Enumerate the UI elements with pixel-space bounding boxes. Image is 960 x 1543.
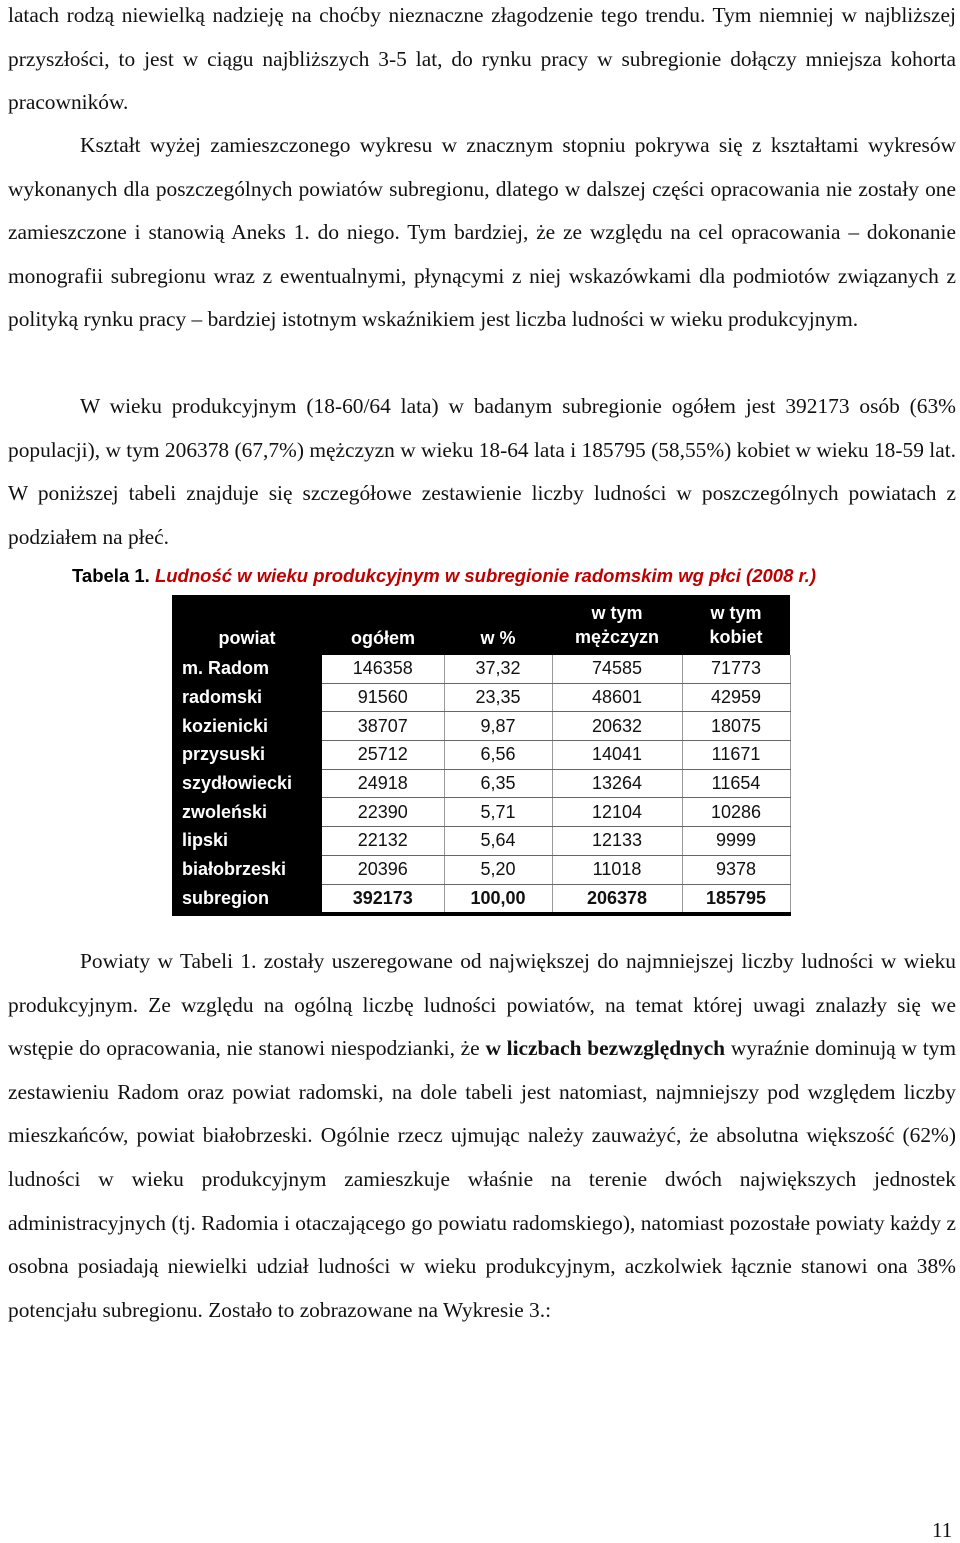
cell-men: 206378: [552, 884, 682, 914]
cell-percent: 9,87: [444, 712, 552, 741]
cell-men: 48601: [552, 683, 682, 712]
cell-powiat: kozienicki: [172, 712, 322, 741]
cell-ogolem: 91560: [322, 683, 444, 712]
cell-men: 12133: [552, 827, 682, 856]
cell-men: 20632: [552, 712, 682, 741]
cell-powiat: subregion: [172, 884, 322, 914]
paragraph-text: wyraźnie dominują w tym zestawieniu Radom oraz powiat radomski, na dole tabeli jest natomiast, najmniejszy pod względem liczby mieszkańców, powiat białobrzeski. Ogólnie rzecz ujmując należy zauważyć, że absolutna większość (62%) ludności w wieku produkcyjnym zamieszkuje właśnie na terenie dwóch największych jednostek administracyjnych (tj. Radomia i otaczającego go powiatu radomskiego), natomiast pozostałe powiaty każdy z osobna posiadają niewielki udział ludności w wieku produkcyjnym, aczkolwiek łącznie stanowi ona 38% potencjału subregionu. Zostało to zobrazowane na Wykresie 3.:: [8, 1036, 957, 1322]
cell-men: 13264: [552, 769, 682, 798]
table-caption: [72, 565, 816, 587]
cell-powiat: zwoleński: [172, 798, 322, 827]
cell-ogolem: 22390: [322, 798, 444, 827]
cell-women: 9378: [682, 855, 790, 884]
cell-powiat: radomski: [172, 683, 322, 712]
table-row: [172, 769, 790, 798]
cell-percent: 5,20: [444, 855, 552, 884]
cell-men: 74585: [552, 655, 682, 683]
table-row: [172, 855, 790, 884]
cell-percent: 23,35: [444, 683, 552, 712]
cell-percent: 5,64: [444, 827, 552, 856]
table-row: [172, 741, 790, 770]
cell-ogolem: 25712: [322, 741, 444, 770]
cell-percent: 37,32: [444, 655, 552, 683]
cell-powiat: przysuski: [172, 741, 322, 770]
table-header-row: [172, 595, 790, 655]
cell-percent: 6,35: [444, 769, 552, 798]
cell-women: 9999: [682, 827, 790, 856]
cell-powiat: białobrzeski: [172, 855, 322, 884]
cell-women: 11654: [682, 769, 790, 798]
cell-ogolem: 146358: [322, 655, 444, 683]
cell-percent: 5,71: [444, 798, 552, 827]
cell-ogolem: 392173: [322, 884, 444, 914]
table-row-total: [172, 884, 790, 914]
header-women: w tym kobiet: [682, 595, 790, 655]
header-ogolem: ogółem: [322, 595, 444, 655]
cell-ogolem: 24918: [322, 769, 444, 798]
table-row: [172, 798, 790, 827]
paragraph-working-age: W wieku produkcyjnym (18-60/64 lata) w badanym subregionie ogółem jest 392173 osób (63% populacji), w tym 206378 (67,7%) mężczyzn w wieku 18-64 lata i 185795 (58,55%) kobiet w wieku 18-59 lat. W poniższej tabeli znajduje się szczegółowe zestawienie liczby ludności w poszczególnych powiatach z podziałem na płeć.: [8, 394, 956, 549]
cell-ogolem: 38707: [322, 712, 444, 741]
cell-men: 11018: [552, 855, 682, 884]
cell-percent: 6,56: [444, 741, 552, 770]
paragraph-text: Powiaty w Tabeli 1. zostały uszeregowane od największej do najmniejszej liczby ludności w wieku produkcyjnym. Ze względu na ogólną liczbę ludności powiatów, na temat której uwagi znalazły się we wstępie do opracowania, nie stanowi niespodzianki, że: [8, 949, 956, 1061]
cell-women: 42959: [682, 683, 790, 712]
cell-women: 10286: [682, 798, 790, 827]
cell-ogolem: 22132: [322, 827, 444, 856]
paragraph-intro-continued: latach rodzą niewielką nadzieję na choćby nieznaczne złagodzenie tego trendu. Tym niemniej w najbliższej przyszłości, to jest w ciągu najbliższych 3-5 lat, do rynku pracy w subregionie dołączy mniejsza kohorta pracowników.: [8, 3, 956, 115]
table-row: [172, 683, 790, 712]
header-percent: w %: [444, 595, 552, 655]
cell-percent: 100,00: [444, 884, 552, 914]
table-row: [172, 827, 790, 856]
table-caption-title: Ludność w wieku produkcyjnym w subregionie radomskim wg płci (2008 r.): [154, 565, 816, 586]
page-number: 11: [932, 1518, 953, 1542]
population-table: [172, 595, 791, 916]
paragraph-table-commentary: [8, 940, 956, 1332]
cell-powiat: lipski: [172, 827, 322, 856]
header-powiat: powiat: [172, 595, 322, 655]
table-row: [172, 712, 790, 741]
header-men: w tym mężczyzn: [552, 595, 682, 655]
cell-ogolem: 20396: [322, 855, 444, 884]
table-caption-number: Tabela 1.: [72, 565, 150, 586]
cell-powiat: szydłowiecki: [172, 769, 322, 798]
cell-women: 11671: [682, 741, 790, 770]
cell-women: 71773: [682, 655, 790, 683]
cell-powiat: m. Radom: [172, 655, 322, 683]
cell-women: 185795: [682, 884, 790, 914]
cell-men: 12104: [552, 798, 682, 827]
cell-women: 18075: [682, 712, 790, 741]
table-row: [172, 655, 790, 683]
paragraph-chart-shape: Kształt wyżej zamieszczonego wykresu w znacznym stopniu pokrywa się z kształtami wykresów wykonanych dla poszczególnych powiatów subregionu, dlatego w dalszej części opracowania nie zostały one zamieszczone i stanowią Aneks 1. do niego. Tym bardziej, że ze względu na cel opracowania – dokonanie monografii subregionu wraz z ewentualnymi, płynącymi z niej wskazówkami dla podmiotów związanych z polityką rynku pracy – bardziej istotnym wskaźnikiem jest liczba ludności w wieku produkcyjnym.: [8, 133, 956, 332]
emphasis-text: w liczbach bezwzględnych: [485, 1036, 726, 1061]
cell-men: 14041: [552, 741, 682, 770]
